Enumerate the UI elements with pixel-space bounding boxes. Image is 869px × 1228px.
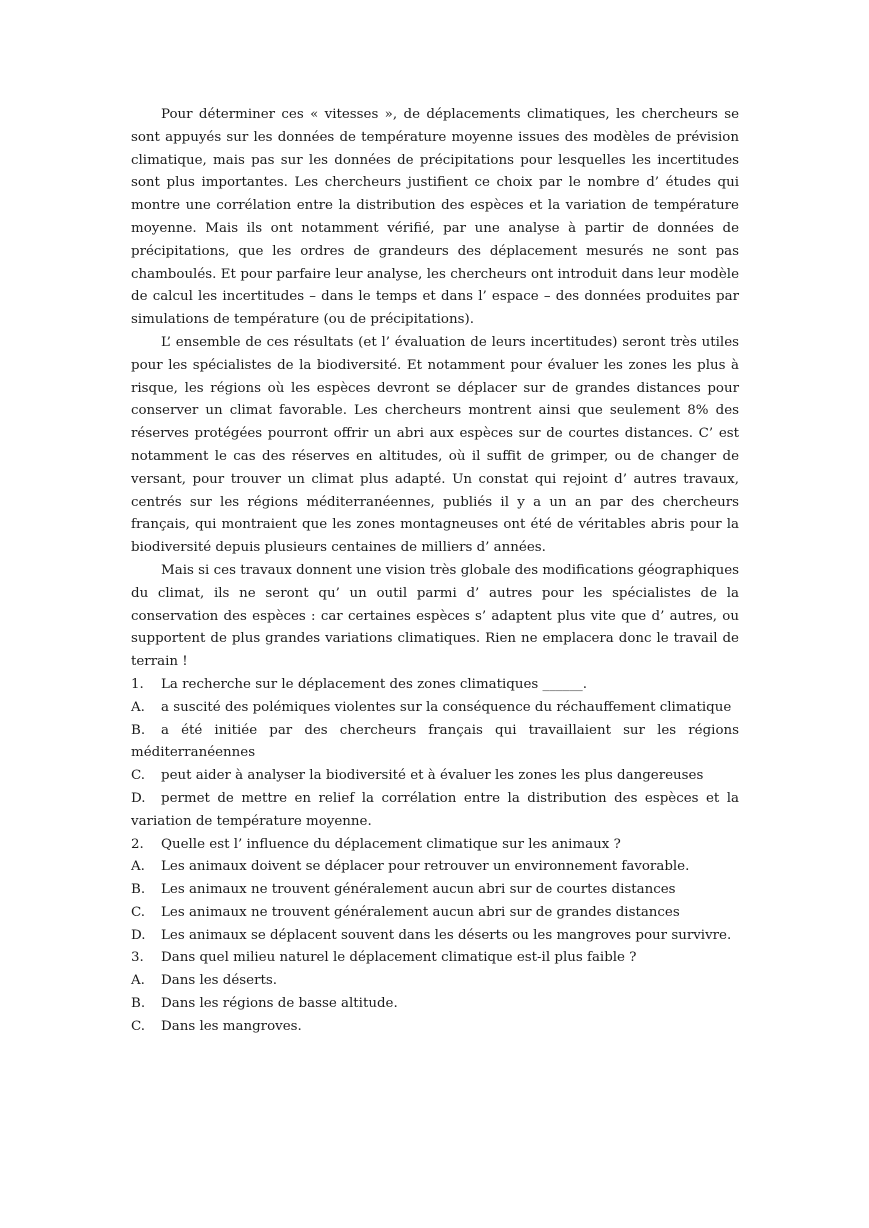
question-2-text: Quelle est l’ influence du déplacement climatique sur les animaux ? bbox=[161, 836, 621, 852]
option-text: Dans les mangroves. bbox=[161, 1018, 302, 1034]
question-3 bbox=[131, 947, 739, 1038]
option-letter: B. bbox=[131, 882, 146, 898]
question-1-option-b bbox=[131, 720, 739, 766]
option-text: peut aider à analyser la biodiversité et à évaluer les zones les plus dangereuses bbox=[161, 768, 704, 784]
document-page bbox=[131, 104, 739, 1039]
paragraph-2: L’ ensemble de ces résultats (et l’ évaluation de leurs incertitudes) seront très utiles pour les spécialistes de la biodiversité. Et notamment pour évaluer les zones les plus à risque, les régions où les espèces devront se déplacer sur de grandes distances pour conserver un climat favorable. Les chercheurs montrent ainsi que seulement 8% des réserves protégées pourront offrir un abri aux espèces sur de courtes distances. C’ est notamment le cas des réserves en altitudes, où il suffit de grimper, ou de changer de versant, pour trouver un climat plus adapté. Un constat qui rejoint d’ autres travaux, centrés sur les régions méditerranéennes, publiés il y a un an par des chercheurs français, qui montraient que les zones montagneuses ont été de véritables abris pour la biodiversité depuis plusieurs centaines de milliers d’ années. bbox=[131, 334, 739, 556]
option-letter: A. bbox=[131, 699, 145, 715]
option-letter: D. bbox=[131, 927, 146, 943]
option-text: Les animaux doivent se déplacer pour retrouver un environnement favorable. bbox=[161, 859, 690, 875]
paragraph-1: Pour déterminer ces « vitesses », de déplacements climatiques, les chercheurs se sont appuyés sur les données de température moyenne issues des modèles de prévision climatique, mais pas sur les données de précipitations pour lesquelles les incertitudes sont plus importantes. Les chercheurs justifient ce choix par le nombre d’ études qui montre une corrélation entre la distribution des espèces et la variation de température moyenne. Mais ils ont notamment vérifié, par une analyse à partir de données de précipitations, que les ordres de grandeurs des déplacement mesurés ne sont pas chamboulés. Et pour parfaire leur analyse, les chercheurs ont introduit dans leur modèle de calcul les incertitudes – dans le temps et dans l’ espace – des données produites par simulations de température (ou de précipitations). bbox=[131, 107, 739, 328]
question-3-option-b bbox=[131, 993, 739, 1016]
question-2-stem bbox=[131, 834, 739, 857]
option-letter: D. bbox=[131, 790, 146, 806]
option-letter: B. bbox=[131, 996, 146, 1012]
question-2 bbox=[131, 834, 739, 948]
option-text: Les animaux se déplacent souvent dans les déserts ou les mangroves pour survivre. bbox=[161, 927, 732, 943]
question-2-option-d bbox=[131, 925, 739, 948]
option-letter: C. bbox=[131, 904, 146, 920]
option-letter: A. bbox=[131, 859, 145, 875]
question-2-option-c bbox=[131, 902, 739, 925]
option-text: permet de mettre en relief la corrélation entre la distribution des espèces et la variation de température moyenne. bbox=[131, 790, 739, 829]
option-text: a été initiée par des chercheurs français qui travaillaient sur les régions méditerranéennes bbox=[131, 722, 739, 761]
option-letter: C. bbox=[131, 1018, 146, 1034]
question-3-number: 3. bbox=[131, 950, 144, 966]
option-letter: A. bbox=[131, 973, 145, 989]
question-1-option-a bbox=[131, 697, 739, 720]
option-text: a suscité des polémiques violentes sur la conséquence du réchauffement climatique bbox=[161, 699, 732, 715]
question-1-option-c bbox=[131, 765, 739, 788]
option-text: Dans les déserts. bbox=[161, 973, 278, 989]
question-2-number: 2. bbox=[131, 836, 144, 852]
paragraph-3: Mais si ces travaux donnent une vision très globale des modifications géographiques du climat, ils ne seront qu’ un outil parmi d’ autres pour les spécialistes de la conservation des espèces : car certaines espèces s’ adaptent plus vite que d’ autres, ou supportent de plus grandes variations climatiques. Rien ne emplacera donc le travail de terrain ! bbox=[131, 562, 739, 670]
option-text: Les animaux ne trouvent généralement aucun abri sur de grandes distances bbox=[161, 904, 680, 920]
question-2-option-b bbox=[131, 879, 739, 902]
option-letter: B. bbox=[131, 722, 146, 738]
option-text: Dans les régions de basse altitude. bbox=[161, 996, 398, 1012]
question-1-number: 1. bbox=[131, 676, 144, 692]
question-3-stem bbox=[131, 947, 739, 970]
question-1-option-d bbox=[131, 788, 739, 834]
question-3-option-a bbox=[131, 970, 739, 993]
question-1 bbox=[131, 674, 739, 834]
question-3-option-c bbox=[131, 1016, 739, 1039]
question-2-option-a bbox=[131, 856, 739, 879]
question-1-text: La recherche sur le déplacement des zones climatiques ______. bbox=[161, 676, 587, 692]
question-1-stem bbox=[131, 674, 739, 697]
question-3-text: Dans quel milieu naturel le déplacement climatique est-il plus faible ? bbox=[161, 950, 637, 966]
option-text: Les animaux ne trouvent généralement aucun abri sur de courtes distances bbox=[161, 882, 676, 898]
option-letter: C. bbox=[131, 768, 146, 784]
